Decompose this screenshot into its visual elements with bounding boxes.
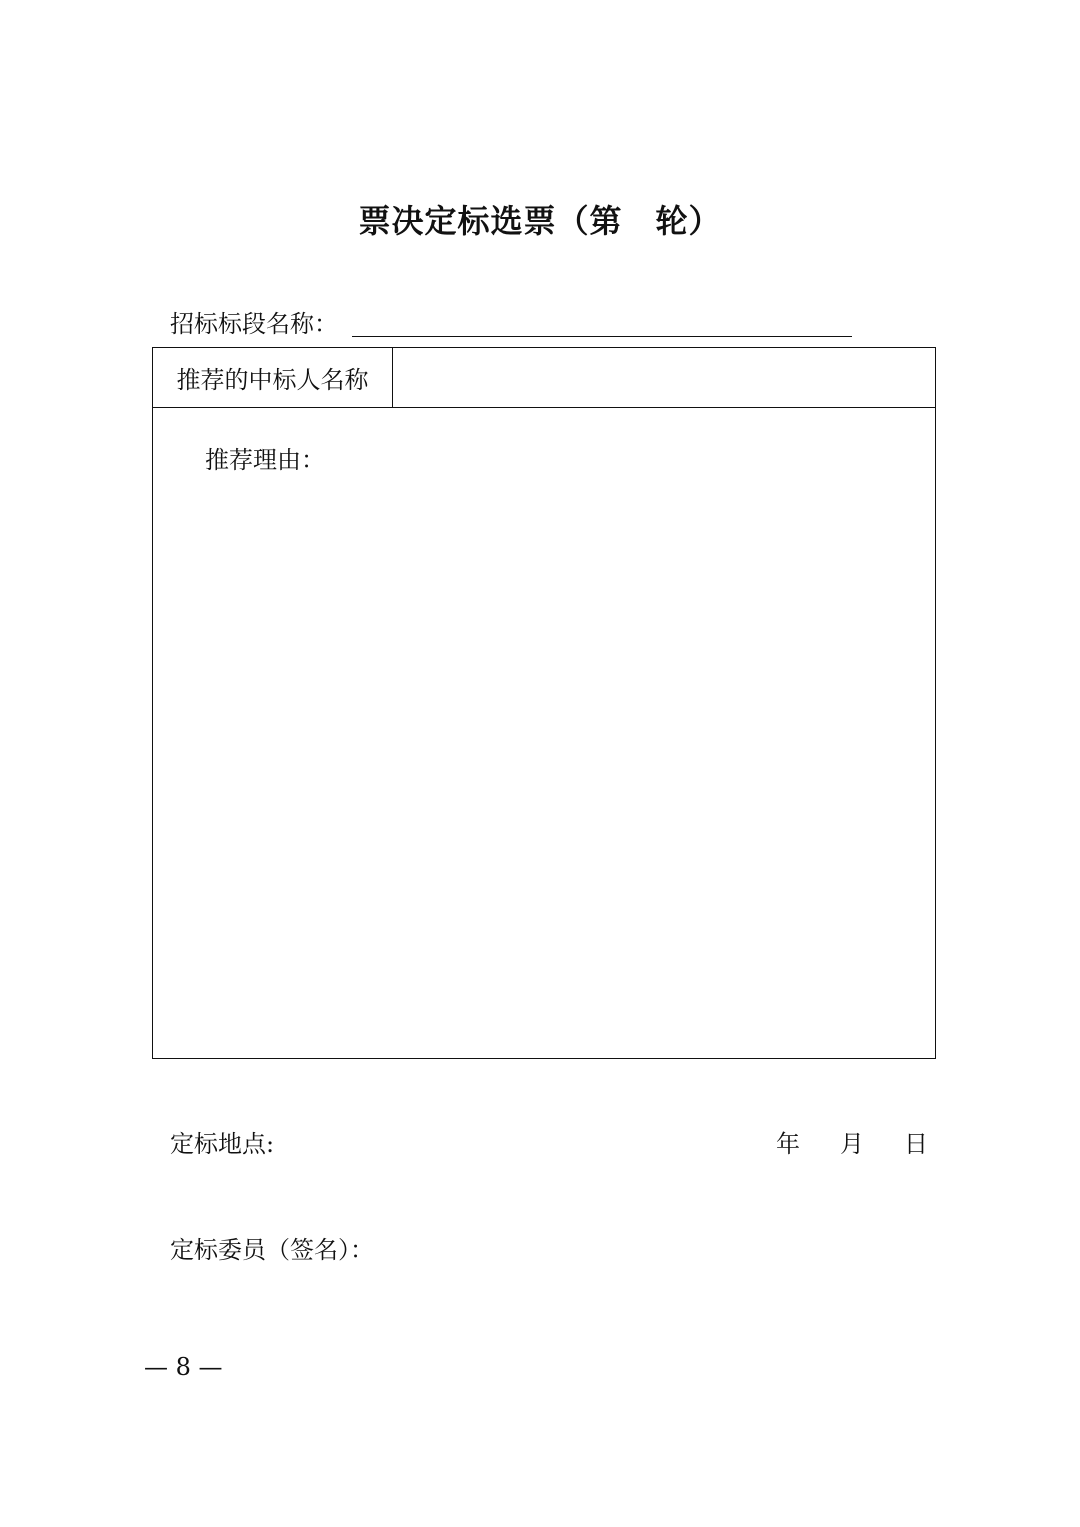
date-year-label: 年 [776, 1130, 800, 1158]
winner-value-cell[interactable] [393, 348, 935, 407]
page-title: 票决定标选票（第 轮） [358, 202, 722, 240]
date-field [776, 1124, 928, 1159]
reason-label: 推荐理由： [205, 446, 325, 474]
winner-row [153, 348, 935, 408]
winner-label: 推荐的中标人名称 [176, 366, 369, 394]
place-label: 定标地点: [170, 1130, 275, 1158]
winner-label-cell [153, 348, 393, 407]
signature-label: 定标委员（签名）： [170, 1236, 374, 1264]
section-name-underline[interactable] [352, 335, 852, 337]
section-name-field [170, 304, 852, 339]
section-name-label: 招标标段名称： [170, 310, 338, 338]
date-month-label: 月 [840, 1130, 864, 1158]
ballot-table [152, 347, 936, 1059]
page-number: — 8 — [144, 1353, 223, 1381]
date-day-label: 日 [904, 1130, 928, 1158]
